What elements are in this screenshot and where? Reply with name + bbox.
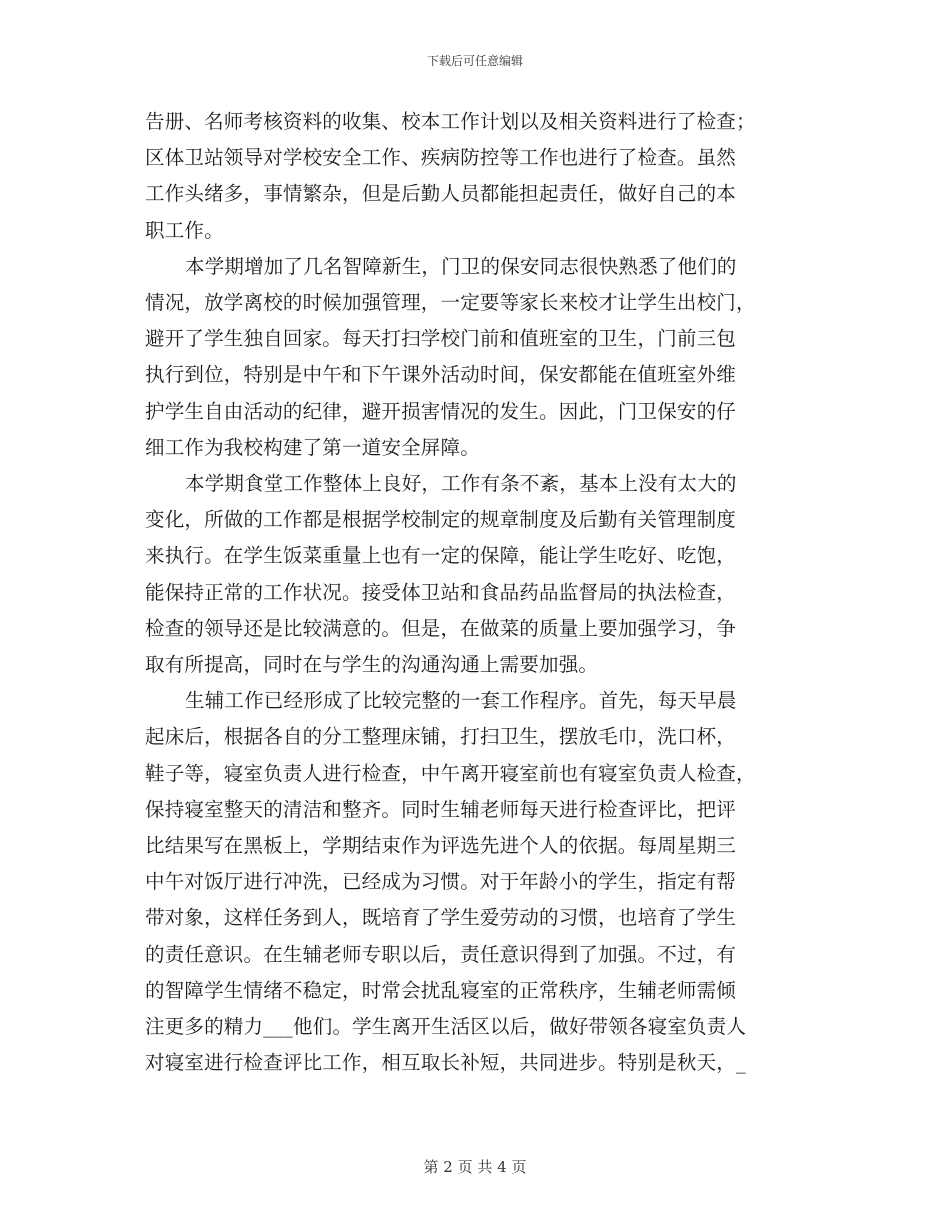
text-line: 生辅工作已经形成了比较完整的一套工作程序。首先，每天早晨 [185, 689, 737, 713]
text-line: 告册、名师考核资料的收集、校本工作计划以及相关资料进行了检查； [145, 110, 756, 133]
text-line: 取有所提高，同时在与学生的沟通沟通上需要加强。 [145, 653, 599, 677]
text-line: 的智障学生情绪不稳定，时常会扰乱寝室的正常秩序，生辅老师需倾 [145, 978, 737, 1002]
text-line: 比结果写在黑板上，学期结束作为评选先进个人的依据。每周星期三 [145, 834, 737, 858]
paragraph-canteen [145, 466, 807, 683]
text-line: 注更多的精力___他们。学生离开生活区以后，做好带领各寝室负责人 [145, 1015, 747, 1039]
text-line: 工作头绪多，事情繁杂，但是后勤人员都能担起责任，做好自己的本 [145, 182, 737, 206]
text-line: 来执行。在学生饭菜重量上也有一定的保障，能让学生吃好、吃饱， [145, 544, 737, 568]
text-line: 避开了学生独自回家。每天打扫学校门前和值班室的卫生，门前三包 [145, 327, 737, 351]
text-line: 能保持正常的工作状况。接受体卫站和食品药品监督局的执法检查， [145, 580, 737, 604]
text-line: 情况，放学离校的时候加强管理，一定要等家长来校才让学生出校门， [145, 291, 756, 315]
text-line: 鞋子等，寝室负责人进行检查，中午离开寝室前也有寝室负责人检查， [145, 761, 756, 785]
paragraph-security [145, 249, 807, 466]
text-line: 护学生自由活动的纪律，避开损害情况的发生。因此，门卫保安的仔 [145, 399, 737, 423]
text-line: 起床后，根据各自的分工整理床铺，打扫卫生，摆放毛巾，洗口杯， [145, 725, 737, 749]
document-body [145, 104, 807, 1081]
text-line: 区体卫站领导对学校安全工作、疾病防控等工作也进行了检查。虽然 [145, 146, 737, 170]
text-line: 变化，所做的工作都是根据学校制定的规章制度及后勤有关管理制度 [145, 508, 737, 532]
page-header: 下载后可任意编辑 [426, 54, 523, 68]
paragraph-dormitory [145, 683, 807, 1081]
text-line: 本学期食堂工作整体上良好，工作有条不紊，基本上没有太大的 [185, 472, 737, 496]
page-number-footer: 第 2 页 共 4 页 [423, 1158, 527, 1176]
text-line: 细工作为我校构建了第一道安全屏障。 [145, 435, 480, 459]
text-line: 中午对饭厅进行冲洗，已经成为习惯。对于年龄小的学生，指定有帮 [145, 870, 737, 894]
text-line: 带对象，这样任务到人，既培育了学生爱劳动的习惯，也培育了学生 [145, 906, 737, 930]
text-line: 执行到位，特别是中午和下午课外活动时间，保安都能在值班室外维 [145, 363, 737, 387]
paragraph-1-continued [145, 104, 807, 249]
text-line: 职工作。 [145, 218, 224, 242]
text-line: 的责任意识。在生辅老师专职以后，责任意识得到了加强。不过，有 [145, 942, 737, 966]
text-line: 对寝室进行检查评比工作，相互取长补短，共同进步。特别是秋天，_ [145, 1051, 746, 1075]
text-line: 本学期增加了几名智障新生，门卫的保安同志很快熟悉了他们的 [185, 254, 737, 278]
text-line: 检查的领导还是比较满意的。但是，在做菜的质量上要加强学习，争 [145, 616, 737, 640]
text-line: 保持寝室整天的清洁和整齐。同时生辅老师每天进行检查评比，把评 [145, 797, 737, 821]
